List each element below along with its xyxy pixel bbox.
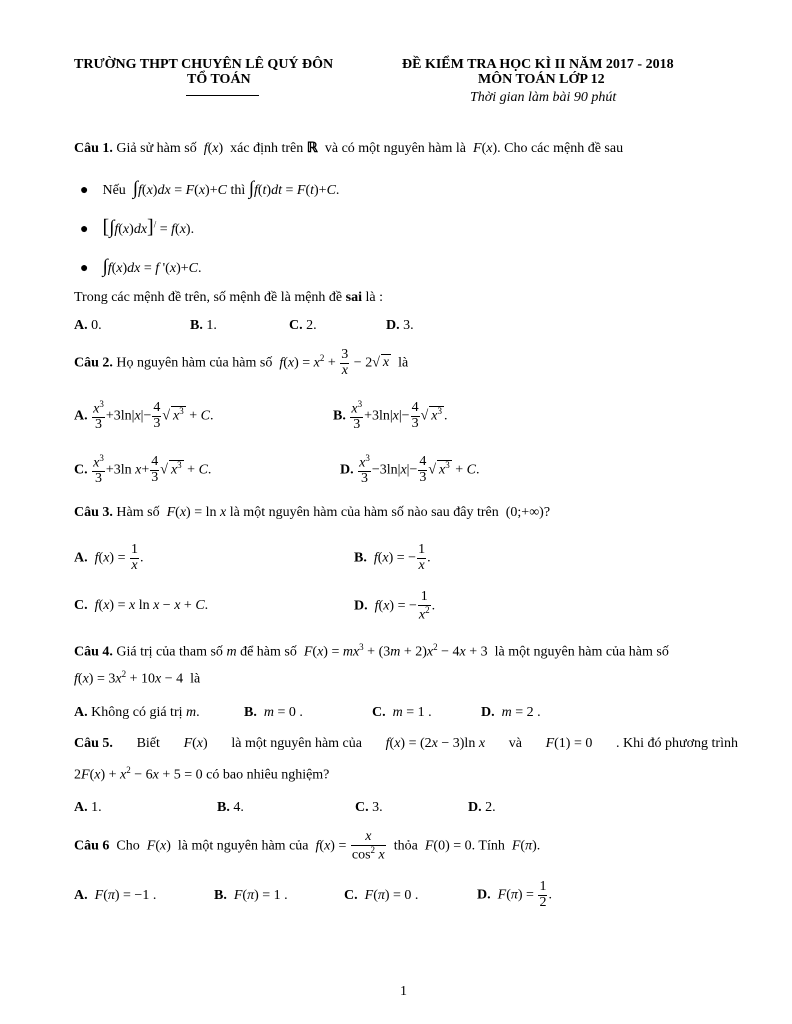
statement-1: ● Nếu ∫f(x)dx = F(x)+C thì ∫f(t)dt = F(t)+C. bbox=[80, 178, 340, 199]
q1-option-b: B. 1. bbox=[190, 318, 217, 333]
q5-option-c: C. 3. bbox=[355, 800, 383, 815]
question-4-stem-cont: $f(x) = 3x^2 + 10x - 4$ là bbox=[74, 669, 201, 687]
text: thỏa bbox=[393, 838, 418, 854]
q2-option-a: A. $\frac{x^3}{3}$ +3ln|x|− $\frac{4}{3}$ √ $x^3 + C$. bbox=[74, 399, 214, 433]
text: Nếu bbox=[102, 183, 126, 198]
q5-option-b: B. 4. bbox=[217, 800, 244, 815]
question-5-stem: Câu 5. Biết F(x) là một nguyên hàm của f(x) = (2x − 3)ln x và F(1) = 0 . Khi đó phương trình bbox=[74, 736, 738, 751]
q6-option-d: D. F(π) = $\frac{1}{2}$ . bbox=[477, 879, 552, 910]
text: Hàm số bbox=[116, 505, 160, 520]
text: để hàm số bbox=[240, 644, 297, 660]
q6-option-b: B. F(π) = 1 . bbox=[214, 888, 288, 903]
text: xác định trên bbox=[230, 141, 304, 156]
bullet-icon: ● bbox=[80, 261, 89, 276]
q3-option-a: A. f(x) = $\frac{1}{x}$ . bbox=[74, 542, 144, 573]
question-2-stem: Câu 2. Họ nguyên hàm của hàm số $f(x) = x^2$ + $\frac{3}{x}$ − 2√ x là bbox=[74, 347, 409, 378]
exam-time: Thời gian làm bài 90 phút bbox=[470, 90, 617, 105]
question-label: Câu 2. bbox=[74, 355, 113, 371]
q4-option-a: A. Không có giá trị m. bbox=[74, 705, 200, 720]
text: . Cho các mệnh đề sau bbox=[497, 141, 624, 156]
q2-option-c: C. $\frac{x^3}{3}$ +3ln x+ $\frac{4}{3}$ √ $x^3 + C$. bbox=[74, 453, 212, 487]
bullet-icon: ● bbox=[80, 183, 89, 198]
question-label: Câu 6 bbox=[74, 838, 110, 854]
school-name: TRƯỜNG THPT CHUYÊN LÊ QUÝ ĐÔN bbox=[74, 57, 334, 72]
q2-option-d: D. $\frac{x^3}{3}$ −3ln|x|− $\frac{4}{3}$ √ $x^3 + C$. bbox=[340, 453, 480, 487]
q2-option-b: B. $\frac{x^3}{3}$ +3ln|x|− $\frac{4}{3}$ √ $x^3$ . bbox=[333, 399, 448, 433]
q5-option-d: D. 2. bbox=[468, 800, 496, 815]
q3-option-d: D. f(x) = − $\frac{1}{x^2}$ . bbox=[354, 589, 436, 623]
subject-title: MÔN TOÁN LỚP 12 bbox=[478, 72, 605, 87]
text: thì bbox=[230, 183, 246, 198]
question-label: Câu 3. bbox=[74, 505, 113, 520]
text: ? bbox=[543, 505, 551, 520]
q6-option-c: C. F(π) = 0 . bbox=[344, 888, 419, 903]
text: Họ nguyên hàm của hàm số bbox=[116, 355, 273, 371]
q1-option-d: D. 3. bbox=[386, 318, 414, 333]
question-6-stem: Câu 6 Cho F(x) là một nguyên hàm của f(x) = $\frac{x}{\cos^2 x}$ thỏa F(0) = 0. Tính F(π). bbox=[74, 829, 541, 863]
bullet-icon: ● bbox=[80, 222, 89, 237]
q4-option-b: B. m = 0 . bbox=[244, 705, 303, 720]
q4-option-d: D. m = 2 . bbox=[481, 705, 541, 720]
text: sai bbox=[345, 290, 362, 305]
q6-option-a: A. F(π) = −1 . bbox=[74, 888, 157, 903]
question-1-stem: Câu 1. Giả sử hàm số f(x) xác định trên ℝ và có một nguyên hàm là F(x). Cho các mệnh đề sau bbox=[74, 141, 624, 156]
q5-option-a: A. 1. bbox=[74, 800, 102, 815]
text: là một nguyên hàm của hàm số bbox=[494, 644, 669, 660]
text: và bbox=[508, 736, 522, 751]
q1-option-a: A. 0. bbox=[74, 318, 102, 333]
exam-title: ĐỀ KIỂM TRA HỌC KÌ II NĂM 2017 - 2018 bbox=[402, 57, 674, 72]
text: Trong các mệnh đề trên, số mệnh đề là mệnh đề bbox=[74, 290, 343, 305]
question-label: Câu 1. bbox=[74, 141, 113, 156]
question-3-stem: Câu 3. Hàm số F(x) = ln x là một nguyên hàm của hàm số nào sau đây trên (0;+∞)? bbox=[74, 505, 551, 520]
text: Cho bbox=[116, 838, 140, 854]
question-1-statement bbox=[74, 290, 383, 306]
text: Giá trị của tham số bbox=[116, 644, 223, 660]
statement-2: ● [∫f(x)dx]/ = f(x). bbox=[80, 216, 195, 238]
text: có bao nhiêu nghiệm? bbox=[206, 767, 330, 783]
text: là bbox=[190, 671, 201, 687]
q1-option-c: C. 2. bbox=[289, 318, 317, 333]
question-label: Câu 5. bbox=[74, 736, 113, 751]
text: là một nguyên hàm của bbox=[231, 736, 362, 751]
text: và có một nguyên hàm là bbox=[324, 141, 466, 156]
page-number: 1 bbox=[400, 984, 407, 999]
text: . Khi đó phương trình bbox=[616, 736, 738, 751]
question-5-stem-cont: $2F(x) + x^2 - 6x + 5 = 0$ có bao nhiêu nghiệm? bbox=[74, 765, 330, 783]
statement-3: ● ∫f(x)dx = f '(x)+C. bbox=[80, 256, 202, 277]
text: Giả sử hàm số bbox=[116, 141, 197, 156]
text: là : bbox=[365, 290, 383, 305]
question-label: Câu 4. bbox=[74, 644, 113, 660]
q3-option-b: B. f(x) = − $\frac{1}{x}$ . bbox=[354, 542, 431, 573]
department: TỔ TOÁN bbox=[187, 72, 251, 87]
text: . Tính bbox=[471, 838, 505, 854]
q4-option-c: C. m = 1 . bbox=[372, 705, 432, 720]
text: là bbox=[398, 355, 409, 371]
text: là một nguyên hàm của hàm số nào sau đây trên bbox=[229, 505, 499, 520]
header-underline bbox=[186, 95, 259, 96]
text: là một nguyên hàm của bbox=[177, 838, 309, 854]
question-4-stem: Câu 4. Giá trị của tham số m để hàm số $F(x) = mx^3 + (3m + 2)x^2 - 4x + 3$ là một nguyên hàm của hàm số bbox=[74, 642, 669, 660]
q3-option-c: C. f(x) = x ln x − x + C. bbox=[74, 598, 209, 613]
text: Biết bbox=[136, 736, 160, 751]
